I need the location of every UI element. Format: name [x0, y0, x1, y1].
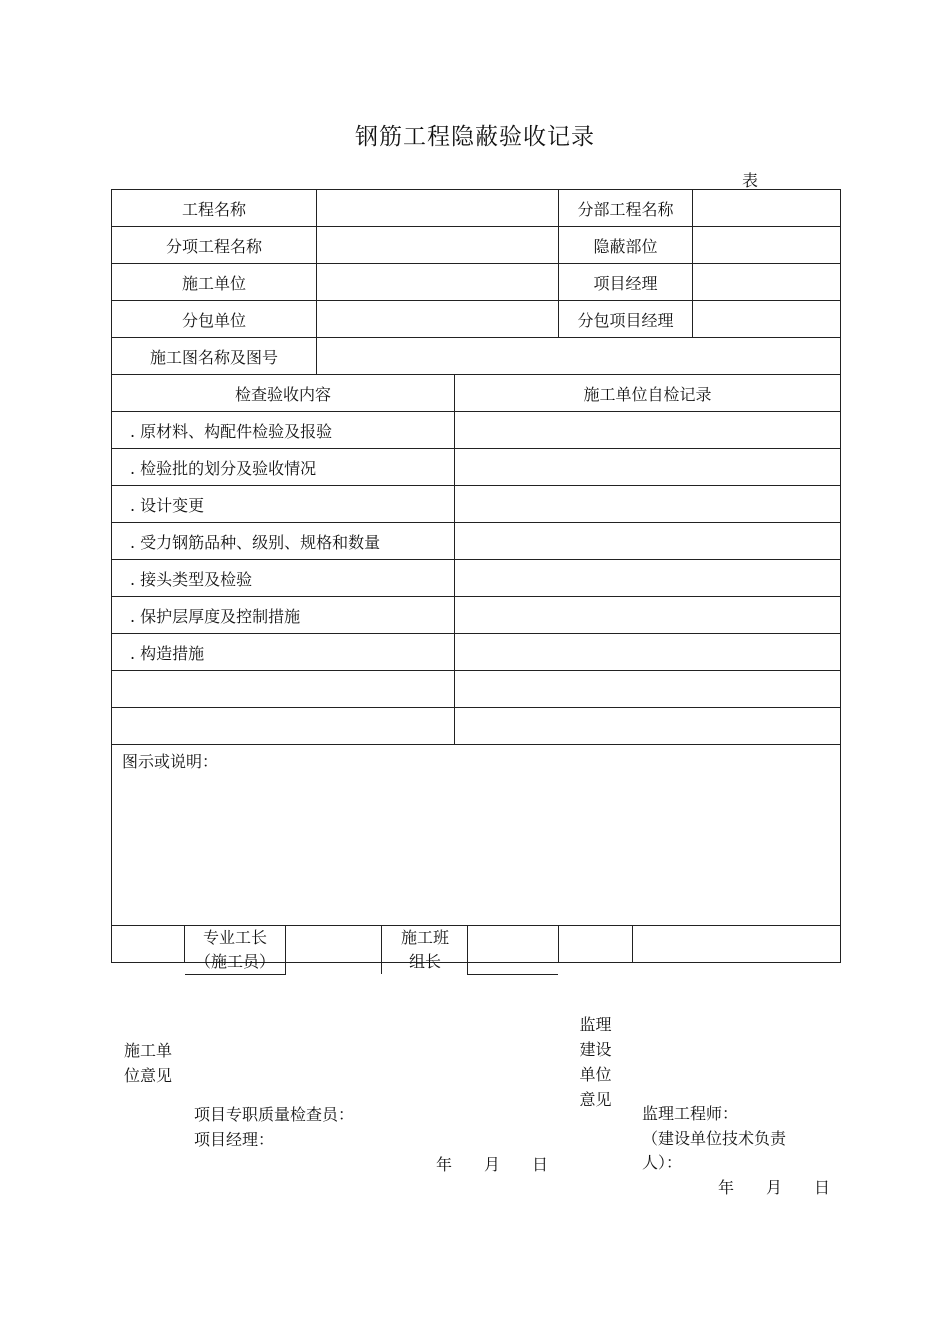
- self-check-field[interactable]: [455, 486, 841, 523]
- inspection-row: [112, 523, 841, 560]
- inspection-row-blank: [112, 671, 841, 708]
- supervisor-cell: [559, 926, 841, 1197]
- project-name-label: 工程名称: [112, 190, 317, 227]
- team-leader-field[interactable]: [467, 926, 558, 975]
- notes-row: [112, 745, 841, 926]
- inspection-row: [112, 597, 841, 634]
- subcontractor-field[interactable]: [317, 301, 559, 338]
- table-code-label: 表: [742, 171, 759, 190]
- page-title: 钢筋工程隐蔽验收记录: [355, 124, 595, 150]
- form-row-subitem: [112, 227, 841, 264]
- drawing-label: 施工图名称及图号: [112, 338, 317, 375]
- form-row-subcontractor: [112, 301, 841, 338]
- inspection-item: . 设计变更: [112, 486, 455, 523]
- self-check-field[interactable]: [455, 671, 841, 708]
- form-row-project: [112, 190, 841, 227]
- inspection-item: . 接头类型及检验: [112, 560, 455, 597]
- form-row-contractor: [112, 264, 841, 301]
- foreman-label: 专业工长 （施工员）: [185, 926, 286, 975]
- sub-project-manager-field[interactable]: [693, 301, 841, 338]
- project-name-field[interactable]: [317, 190, 559, 227]
- inspection-item: . 保护层厚度及控制措施: [112, 597, 455, 634]
- project-manager-label: 项目经理: [559, 264, 693, 301]
- team-leader-label: 施工班 组长: [381, 926, 468, 974]
- inspection-content-header: 检查验收内容: [112, 375, 455, 412]
- inspection-row-blank: [112, 708, 841, 745]
- supervisor-opinion-label-cell: [559, 926, 633, 1109]
- subcontractor-label: 分包单位: [112, 301, 317, 338]
- self-check-field[interactable]: [455, 412, 841, 449]
- inspection-row: [112, 486, 841, 523]
- self-check-field[interactable]: [455, 449, 841, 486]
- contractor-opinion-label: 施工单 位意见: [123, 1041, 172, 1085]
- concealed-part-label: 隐蔽部位: [559, 227, 693, 264]
- inspection-row: [112, 449, 841, 486]
- inspection-item: . 检验批的划分及验收情况: [112, 449, 455, 486]
- notes-label: 图示或说明：: [122, 752, 219, 771]
- project-manager-field[interactable]: [693, 264, 841, 301]
- inspection-row: [112, 560, 841, 597]
- inspection-item-blank[interactable]: [112, 671, 455, 708]
- notes-area[interactable]: [112, 745, 841, 926]
- inspection-form: [111, 189, 841, 1197]
- division-name-field[interactable]: [693, 190, 841, 227]
- form-row-drawing: [112, 338, 841, 375]
- inspection-item: . 构造措施: [112, 634, 455, 671]
- subitem-name-label: 分项工程名称: [112, 227, 317, 264]
- supervisor-signature-cell[interactable]: [633, 926, 840, 1197]
- self-check-field[interactable]: [455, 708, 841, 745]
- contractor-field[interactable]: [317, 264, 559, 301]
- owner-rep-label-l2: 人）：: [642, 1153, 683, 1172]
- division-name-label: 分部工程名称: [559, 190, 693, 227]
- supervisor-date-label: 年 月 日: [718, 1178, 831, 1197]
- drawing-field[interactable]: [317, 338, 841, 375]
- self-check-field[interactable]: [455, 597, 841, 634]
- contractor-date-label: 年 月 日: [436, 1155, 549, 1174]
- self-check-field[interactable]: [455, 560, 841, 597]
- inspection-item: . 受力钢筋品种、级别、规格和数量: [112, 523, 455, 560]
- owner-rep-label-l1: （建设单位技术负责: [642, 1129, 787, 1148]
- self-check-field[interactable]: [455, 523, 841, 560]
- subitem-name-field[interactable]: [317, 227, 559, 264]
- supervising-engineer-label: 监理工程师：: [642, 1104, 739, 1123]
- self-check-field[interactable]: [455, 634, 841, 671]
- inspection-item-blank[interactable]: [112, 708, 455, 745]
- inspection-row: [112, 634, 841, 671]
- contractor-label: 施工单位: [112, 264, 317, 301]
- inspection-header-row: [112, 375, 841, 412]
- sub-project-manager-label: 分包项目经理: [559, 301, 693, 338]
- concealed-part-field[interactable]: [693, 227, 841, 264]
- manager-label: 项目经理：: [194, 1130, 275, 1149]
- qc-inspector-label: 项目专职质量检查员：: [194, 1105, 355, 1124]
- inspection-item: . 原材料、构配件检验及报验: [112, 412, 455, 449]
- signoff-row: [112, 926, 841, 963]
- contractor-opinion-cell: [112, 926, 185, 1085]
- contractor-signature-cell[interactable]: [185, 926, 559, 1174]
- supervisor-opinion-label: 监理 建设 单位 意见: [579, 1015, 612, 1109]
- self-check-header: 施工单位自检记录: [455, 375, 841, 412]
- inspection-row: [112, 412, 841, 449]
